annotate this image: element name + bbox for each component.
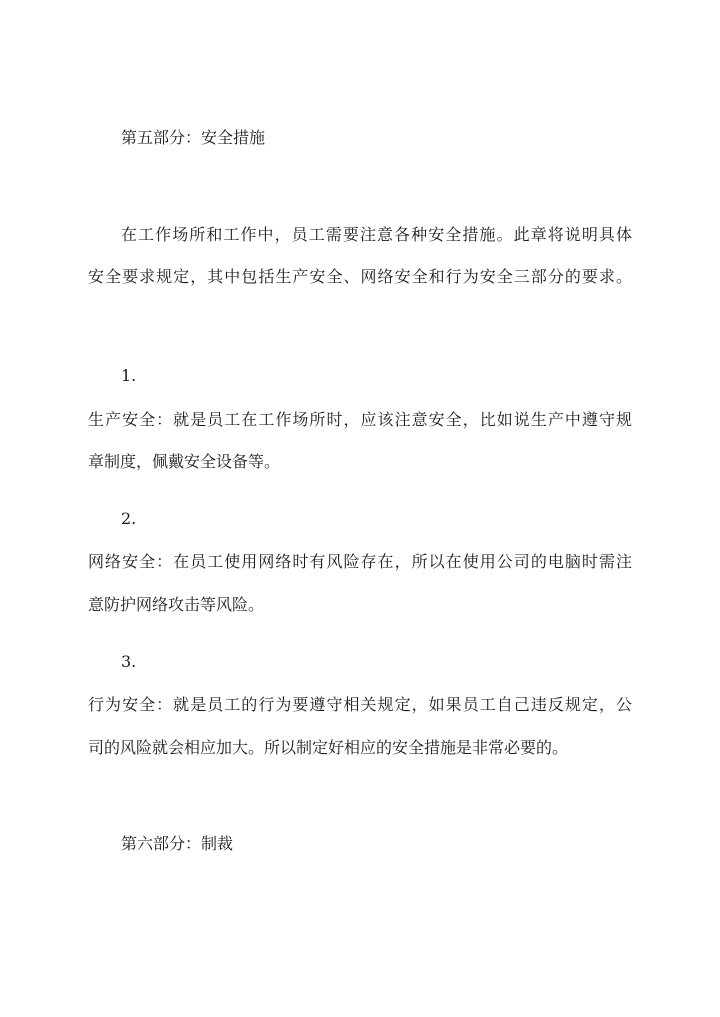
item-1-line-2: 章制度，佩戴安全设备等。 xyxy=(88,452,281,471)
section-5-heading: 第五部分：安全措施 xyxy=(121,128,266,147)
item-1-line-1: 生产安全：就是员工在工作场所时，应该注意安全，比如说生产中遵守规 xyxy=(88,410,632,429)
section-5-intro-line-2: 安全要求规定，其中包括生产安全、网络安全和行为安全三部分的要求。 xyxy=(88,267,632,286)
section-6-heading: 第六部分：制裁 xyxy=(121,834,234,853)
section-5-intro-line-1: 在工作场所和工作中，员工需要注意各种安全措施。此章将说明具体 xyxy=(121,225,632,244)
item-3-number: 3. xyxy=(121,652,137,671)
item-3-line-1: 行为安全：就是员工的行为要遵守相关规定，如果员工自己违反规定，公 xyxy=(88,695,632,714)
item-1-number: 1. xyxy=(121,366,137,385)
item-2-line-1: 网络安全：在员工使用网络时有风险存在，所以在使用公司的电脑时需注 xyxy=(88,552,632,571)
item-3-line-2: 司的风险就会相应加大。所以制定好相应的安全措施是非常必要的。 xyxy=(88,738,569,757)
item-2-number: 2. xyxy=(121,509,137,528)
item-2-line-2: 意防护网络攻击等风险。 xyxy=(88,595,265,614)
